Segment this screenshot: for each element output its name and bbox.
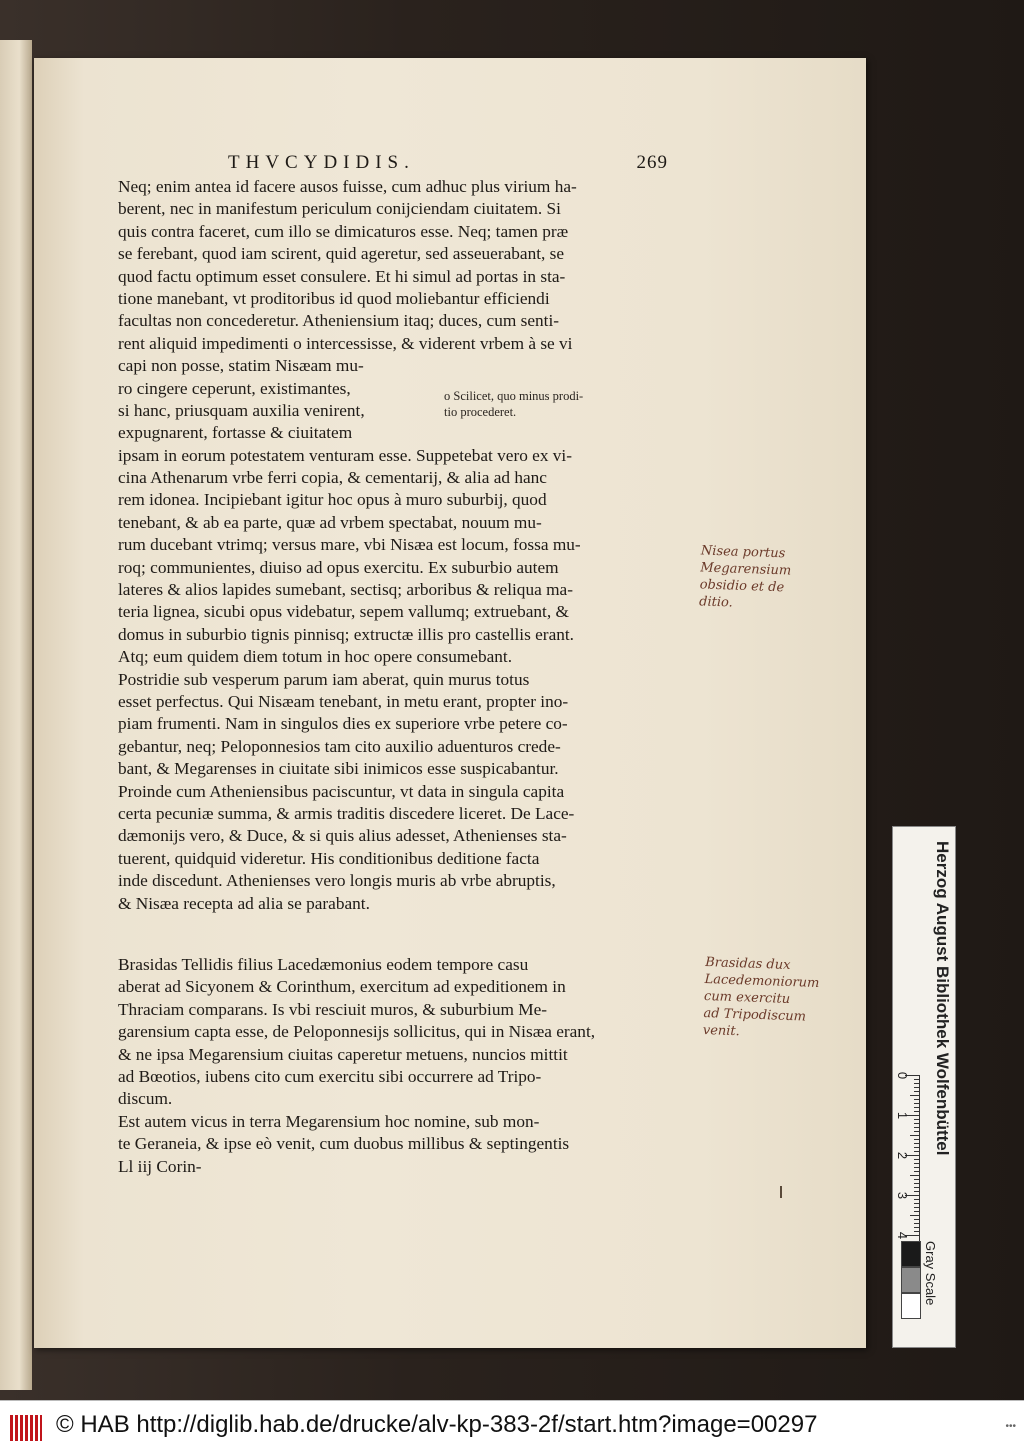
text-line: ipsam in eorum potestatem venturam esse. Suppetebat vero ex vi- [118,445,572,465]
text-line: discum. [118,1089,173,1109]
text-line: quis contra faceret, cum illo se dimicaturos esse. Neq; tamen præ [118,221,569,241]
scale-tick [914,1179,919,1180]
text-line: se ferebant, quod iam scirent, quid ageretur, sed asseuerabant, se [118,244,565,264]
text-line: rum ducebant vtrimq; versus mare, vbi Nisæa est locum, fossa mu- [118,535,581,555]
scale-tick [914,1131,919,1132]
text-line: rem idonea. Incipiebant igitur hoc opus à muro suburbij, quod [118,490,547,510]
gray-swatch-dark [901,1241,921,1267]
text-line: capi non posse, statim Nisæam mu- [118,356,364,376]
running-title: THVCYDIDIS. [228,152,415,173]
text-line: Brasidas Tellidis filius Lacedæmonius eodem tempore casu [118,955,529,974]
scale-tick [914,1159,919,1160]
text-line: tenebant, & ab ea parte, quæ ad vrbem spectabat, nouum mu- [118,512,542,532]
scale-tick [914,1147,919,1148]
handwritten-line: venit. [702,1022,741,1040]
text-line: rent aliquid impedimenti o intercessisse, & viderent vrbem à se vi [118,333,573,353]
scale-tick [914,1227,919,1228]
scale-number: 4 [895,1231,911,1240]
handwritten-line: Megarensium [700,560,792,579]
scale-tick [914,1091,919,1092]
scale-tick [914,1107,919,1108]
scale-tick [914,1163,919,1164]
scale-number: 3 [895,1191,911,1200]
text-line: inde discedunt. Athenienses vero longis muris ab vrbe abruptis, [118,871,556,891]
text-line: lateres & alios lapides sumebant, sectisq; arboribus & reliqua ma- [118,580,573,600]
text-line: berent, nec in manifestum periculum conijciendam ciuitatem. Si [118,199,561,219]
scale-tick [914,1119,919,1120]
scale-tick [910,1215,919,1216]
text-line: teria lignea, sicubi opus videbatur, sepem vallumq; extruebant, & [118,602,569,622]
marginal-note-line: tio procederet. [444,405,517,419]
text-line: Postridie sub vesperum parum iam aberat, quin murus totus [118,669,530,689]
text-line: Proinde cum Atheniensibus paciscuntur, vt data in singula capita [118,781,565,801]
scale-number: 1 [895,1111,911,1120]
marginal-note-line: o Scilicet, quo minus prodi- [444,389,584,403]
text-line: certa pecuniæ summa, & armis traditis discedere liceret. De Lace- [118,803,575,823]
text-line: aberat ad Sicyonem & Corinthum, exercitum ad expeditionem in [118,977,566,997]
running-header [228,152,668,178]
text-line: Thraciam comparans. Is vbi resciuit muros, & suburbium Me- [118,999,548,1019]
text-line: ad Bœotios, iubens cito cum exercitu sibi occurrere ad Tripo- [118,1066,542,1086]
main-text-block-a [118,176,584,915]
cm-scale [895,1071,920,1255]
scale-tick [910,1095,919,1096]
handwritten-line: cum exercitu [703,989,791,1007]
handwritten-line: ad Tripodiscum [703,1005,807,1025]
scale-tick [914,1223,919,1224]
text-line: tione manebant, vt proditoribus id quod moliebantur efficiendi [118,288,550,308]
scale-tick [914,1167,919,1168]
text-line: gebantur, neq; Peloponnesios tam cito auxilio aduenturos crede- [118,736,561,756]
scale-tick [914,1151,919,1152]
text-line: Neq; enim antea id facere ausos fuisse, cum adhuc plus virium ha- [118,177,577,196]
color-calibration-strip [892,826,956,1348]
more-dots-icon[interactable]: ••• [1005,1421,1016,1432]
scale-number: 0 [895,1071,911,1080]
text-line: piam frumenti. Nam in singulos dies ex superiore vrbe petere co- [118,714,568,734]
scale-tick [910,1175,919,1176]
scale-tick [914,1191,919,1192]
footer-bar [0,1400,1024,1454]
page-mark [780,1186,782,1198]
scale-tick [914,1111,919,1112]
scale-tick [914,1143,919,1144]
text-line: ro cingere ceperunt, existimantes, [118,378,351,398]
scale-number: 2 [895,1151,911,1160]
text-line: si hanc, priusquam auxilia venirent, [118,400,365,420]
scale-tick [914,1127,919,1128]
text-line: domus in suburbio tignis pinnisq; extructæ illis pro castellis erant. [118,624,574,644]
gray-scale-label: Gray Scale [923,1241,938,1306]
text-line: tuerent, quidquid videretur. His conditionibus deditione facta [118,848,540,868]
scale-tick [914,1079,919,1080]
text-line: expugnarent, fortasse & ciuitatem [118,423,353,443]
handwritten-line: Brasidas dux [704,955,791,973]
scale-tick [914,1187,919,1188]
scale-tick [914,1103,919,1104]
scale-tick [914,1231,919,1232]
gray-swatch-mid [901,1267,921,1293]
handwritten-line: Nisea portus [700,543,786,562]
text-line: & ne ipsa Megarensium ciuitas caperetur metuens, nuncios mittit [118,1044,568,1064]
gray-swatch-light [901,1293,921,1319]
scale-tick [914,1211,919,1212]
handwritten-line: ditio. [698,594,733,611]
main-text-block-b [118,954,595,1178]
copyright-url[interactable]: © HAB http://diglib.hab.de/drucke/alv-kp-383-2f/start.htm?image=00297 [56,1411,818,1438]
page-number: 269 [636,152,668,173]
scale-tick [910,1135,919,1136]
text-line: garensium capta esse, de Peloponnesijs sollicitus, qui in Nisæa erant, [118,1022,596,1042]
text-line: quod factu optimum esset consulere. Et hi simul ad portas in sta- [118,266,566,286]
text-line: Ll iij Corin- [118,1156,202,1176]
handwritten-note-2 [703,954,821,1043]
text-line: Atq; eum quidem diem totum in hoc opere consumebant. [118,647,513,667]
handwritten-line: obsidio et de [699,577,785,596]
scale-tick [914,1083,919,1084]
text-line: cina Athenarum vrbe ferri copia, & cementarij, & alia ad hanc [118,468,547,488]
handwritten-line: Lacedemoniorum [704,972,820,992]
scale-tick [914,1123,919,1124]
facing-page-edge [0,40,32,1390]
scale-tick [914,1139,919,1140]
text-line: dæmonijs vero, & Duce, & si quis alius adesset, Athenienses sta- [118,826,567,846]
text-line: Est autem vicus in terra Megarensium hoc nomine, sub mon- [118,1111,540,1131]
scale-tick [914,1207,919,1208]
handwritten-note-1 [699,542,792,613]
scale-tick [914,1171,919,1172]
text-line: bant, & Megarenses in ciuitate sibi inimicos esse suspicabantur. [118,759,559,779]
text-line: te Geraneia, & ipse eò venit, cum duobus millibus & septingentis [118,1134,570,1154]
text-line: & Nisæa recepta ad alia se parabant. [118,893,370,913]
marginal-note [444,388,583,420]
scale-tick [914,1219,919,1220]
text-line: facultas non concederetur. Atheniensium itaq; duces, cum senti- [118,311,560,331]
scale-tick [914,1087,919,1088]
scale-tick [914,1199,919,1200]
scale-tick [914,1183,919,1184]
scale-tick [914,1099,919,1100]
hab-logo-icon [10,1415,42,1441]
institution-label: Herzog August Bibliothek Wolfenbüttel [933,841,952,1156]
text-line: esset perfectus. Qui Nisæam tenebant, in metu erant, propter ino- [118,691,569,711]
text-line: roq; communientes, diuiso ad opus exercitu. Ex suburbio autem [118,557,559,577]
scale-tick [914,1203,919,1204]
